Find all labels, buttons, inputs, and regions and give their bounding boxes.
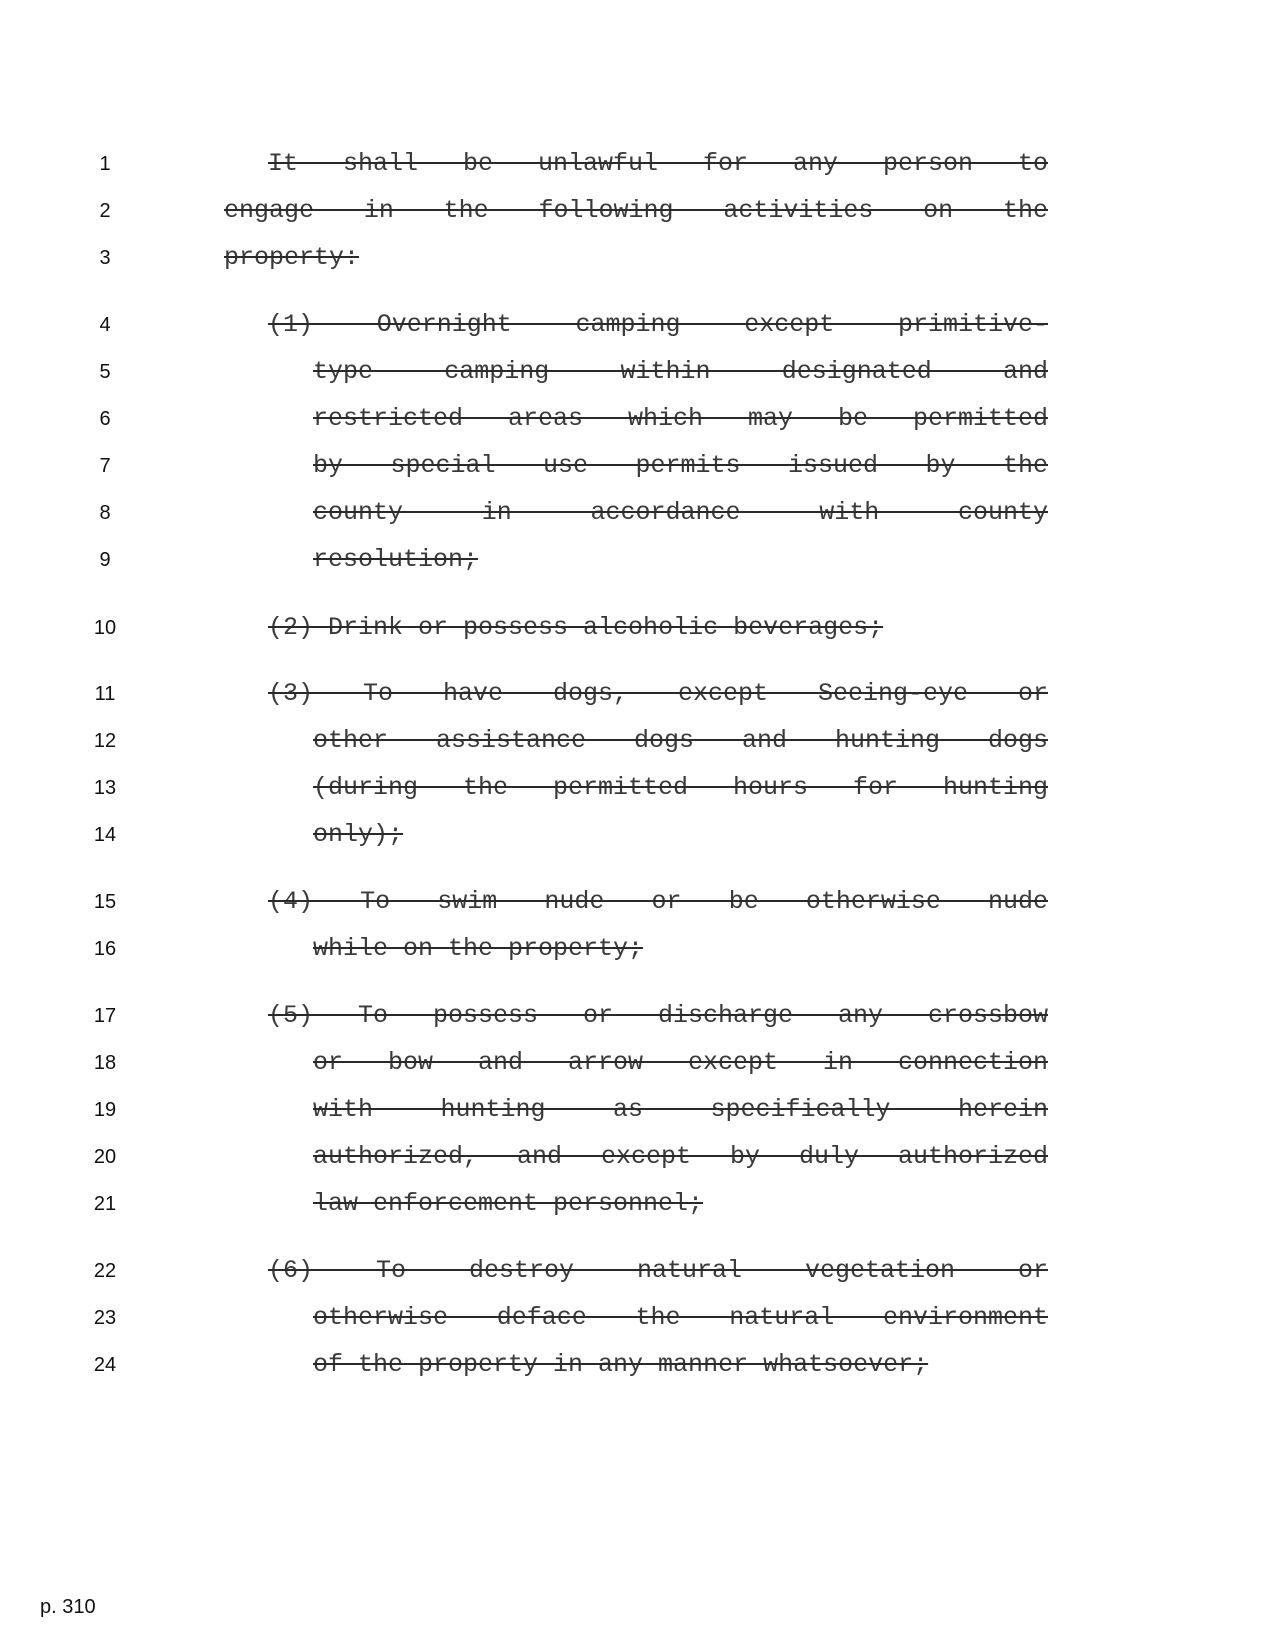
text-line: (5) To possess or discharge any crossbow — [268, 1001, 1048, 1030]
text-line: with hunting as specifically herein — [313, 1095, 1048, 1124]
line-number: 7 — [99, 455, 111, 477]
text-line: type camping within designated and — [313, 357, 1048, 386]
line-number: 20 — [93, 1146, 117, 1168]
line-number: 10 — [93, 617, 117, 639]
line-number: 14 — [93, 824, 117, 846]
text-line: authorized, and except by duly authorized — [313, 1142, 1048, 1171]
line-number: 11 — [94, 683, 116, 705]
line-number: 6 — [99, 408, 111, 430]
line-number: 4 — [99, 314, 111, 336]
line-number: 23 — [93, 1307, 117, 1329]
line-number: 13 — [93, 777, 117, 799]
line-number: 9 — [99, 549, 111, 571]
text-line: while on the property; — [313, 934, 644, 963]
line-number: 24 — [93, 1354, 117, 1376]
page-number: p. 310 — [40, 1596, 96, 1618]
text-line: property: — [224, 243, 360, 272]
line-number: 16 — [93, 938, 117, 960]
line-number: 1 — [99, 153, 111, 175]
line-number: 18 — [93, 1052, 117, 1074]
text-line: (4) To swim nude or be otherwise nude — [268, 887, 1048, 916]
text-line: (6) To destroy natural vegetation or — [268, 1256, 1048, 1285]
text-line: only); — [313, 820, 404, 849]
text-line: restricted areas which may be permitted — [313, 404, 1048, 433]
text-line: county in accordance with county — [313, 498, 1048, 527]
text-line: otherwise deface the natural environment — [313, 1303, 1048, 1332]
line-number: 12 — [93, 730, 117, 752]
text-line: by special use permits issued by the — [313, 451, 1048, 480]
text-line: other assistance dogs and hunting dogs — [313, 726, 1048, 755]
text-line: (3) To have dogs, except Seeing-eye or — [268, 679, 1048, 708]
line-number: 15 — [93, 891, 117, 913]
text-line: (1) Overnight camping except primitive- — [268, 310, 1048, 339]
text-line: It shall be unlawful for any person to — [268, 149, 1048, 178]
line-number: 8 — [99, 502, 111, 524]
text-line: of the property in any manner whatsoever; — [313, 1350, 929, 1379]
text-line: engage in the following activities on the — [224, 196, 1048, 225]
line-number: 21 — [93, 1193, 117, 1215]
line-number: 5 — [99, 361, 111, 383]
text-line: (during the permitted hours for hunting — [313, 773, 1048, 802]
line-number: 22 — [93, 1260, 117, 1282]
text-line: or bow and arrow except in connection — [313, 1048, 1048, 1077]
line-number: 17 — [93, 1005, 117, 1027]
text-line: resolution; — [313, 545, 479, 574]
text-line: law enforcement personnel; — [313, 1189, 704, 1218]
line-number: 3 — [99, 247, 111, 269]
line-number: 2 — [99, 200, 111, 222]
line-number: 19 — [93, 1099, 117, 1121]
text-line: (2) Drink or possess alcoholic beverages; — [268, 613, 884, 642]
